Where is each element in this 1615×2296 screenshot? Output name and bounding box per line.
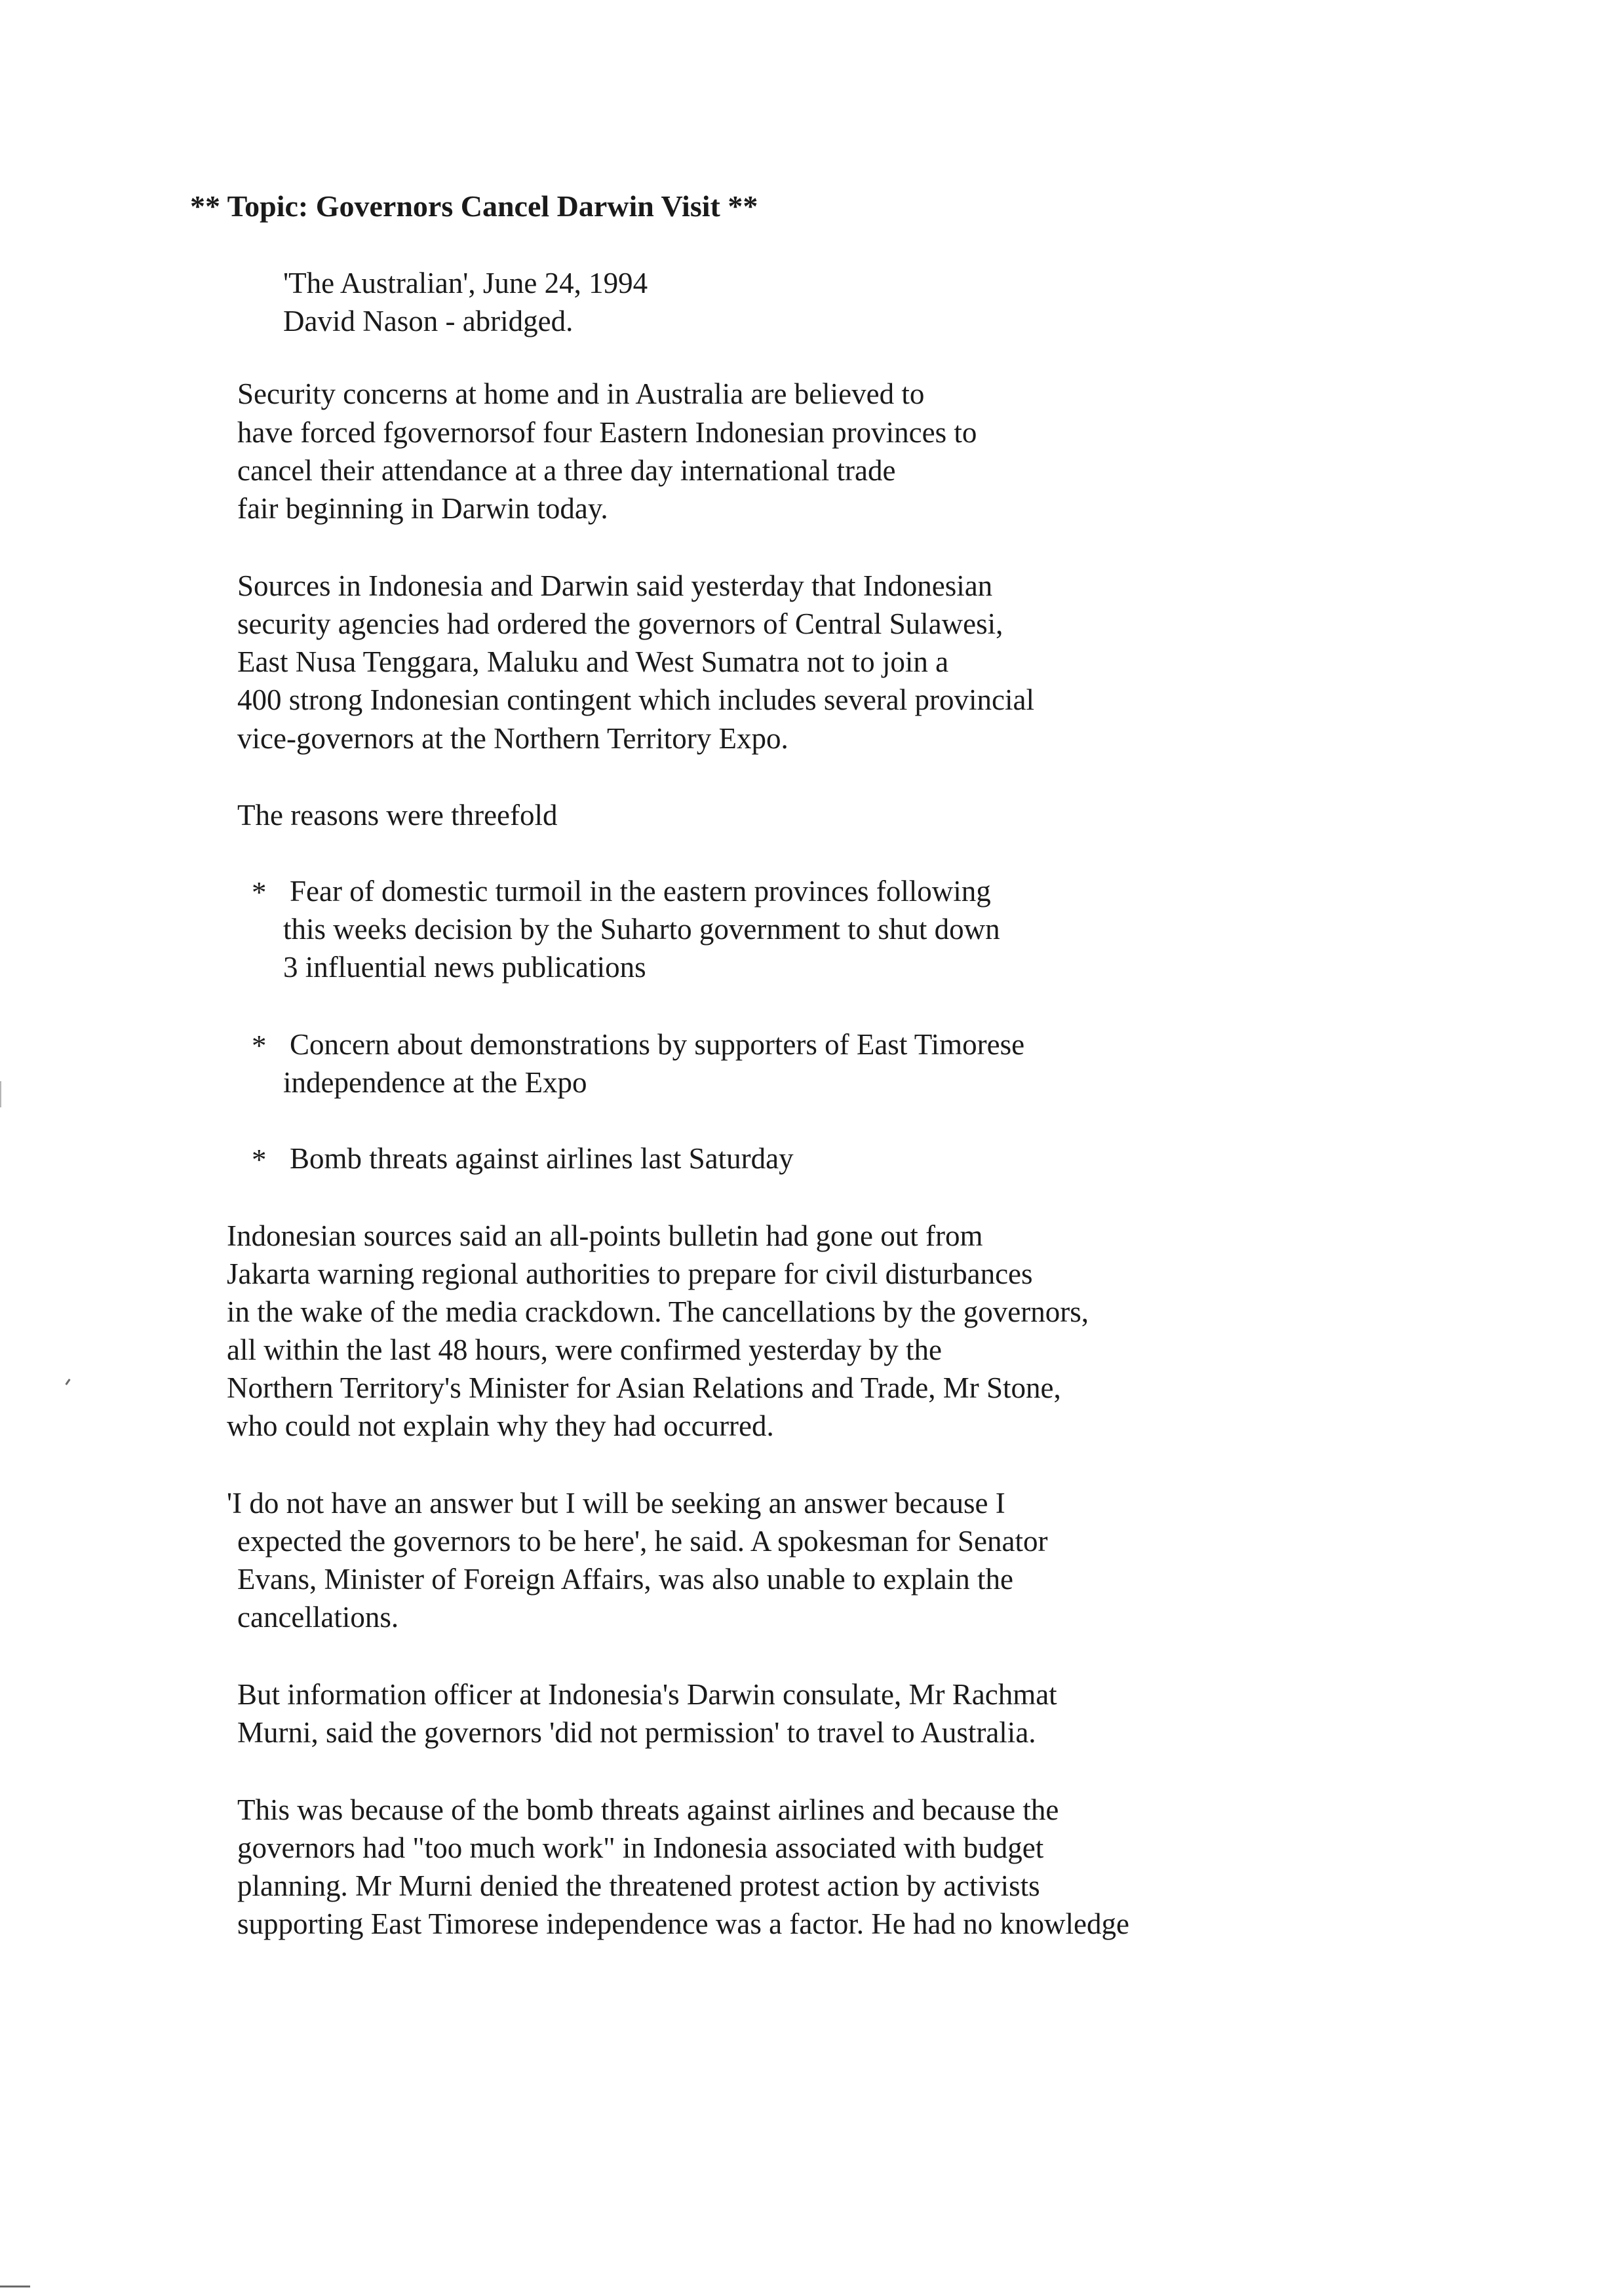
bullet-marker: * bbox=[252, 1029, 267, 1062]
paragraph-line: security agencies had ordered the governors of Central Sulawesi, bbox=[237, 607, 1003, 640]
bullet-line: 3 influential news publications bbox=[283, 951, 646, 984]
paragraph-line: expected the governors to be here', he said. A spokesman for Senator bbox=[237, 1525, 1048, 1558]
source-publication: 'The Australian', June 24, 1994 bbox=[283, 267, 648, 299]
paragraph-line: Security concerns at home and in Australia are believed to bbox=[237, 377, 925, 410]
bullet-line: this weeks decision by the Suharto government to shut down bbox=[283, 913, 1000, 946]
paragraph-line: cancel their attendance at a three day international trade bbox=[237, 454, 896, 487]
source-author: David Nason - abridged. bbox=[283, 305, 574, 337]
paragraph-line: fair beginning in Darwin today. bbox=[237, 492, 608, 525]
bullet-marker: * bbox=[252, 876, 267, 909]
paragraph-line: Jakarta warning regional authorities to prepare for civil disturbances bbox=[227, 1257, 1033, 1290]
paragraph-line: Evans, Minister of Foreign Affairs, was also unable to explain the bbox=[237, 1563, 1013, 1596]
paragraph-line: have forced fgovernorsof four Eastern Indonesian provinces to bbox=[237, 416, 977, 449]
paragraph-line: supporting East Timorese independence was a factor. He had no knowledge bbox=[237, 1907, 1129, 1940]
paragraph-line: The reasons were threefold bbox=[237, 799, 558, 832]
scan-speck bbox=[65, 1379, 70, 1385]
paragraph-line: Sources in Indonesia and Darwin said yesterday that Indonesian bbox=[237, 569, 993, 602]
scan-edge-mark bbox=[0, 2286, 30, 2287]
bullet-line: Bomb threats against airlines last Saturday bbox=[290, 1142, 794, 1175]
page-title: ** Topic: Governors Cancel Darwin Visit ** bbox=[190, 189, 758, 223]
paragraph-line: Murni, said the governors 'did not permission' to travel to Australia. bbox=[237, 1716, 1036, 1749]
paragraph-line: 400 strong Indonesian contingent which includes several provincial bbox=[237, 683, 1034, 716]
paragraph-line: who could not explain why they had occurred. bbox=[227, 1409, 774, 1442]
paragraph-line: This was because of the bomb threats against airlines and because the bbox=[237, 1793, 1059, 1826]
paragraph-line: all within the last 48 hours, were confirmed yesterday by the bbox=[227, 1333, 942, 1366]
paragraph-line: East Nusa Tenggara, Maluku and West Sumatra not to join a bbox=[237, 645, 949, 678]
paragraph-line: cancellations. bbox=[237, 1601, 399, 1634]
bullet-line: independence at the Expo bbox=[283, 1066, 587, 1099]
paragraph-line: vice-governors at the Northern Territory Expo. bbox=[237, 722, 788, 755]
paragraph-line: 'I do not have an answer but I will be seeking an answer because I bbox=[227, 1487, 1005, 1520]
paragraph-line: governors had "too much work" in Indonesia associated with budget bbox=[237, 1831, 1044, 1864]
paragraph-line: in the wake of the media crackdown. The cancellations by the governors, bbox=[227, 1295, 1089, 1328]
bullet-marker: * bbox=[252, 1143, 267, 1176]
bullet-line: Fear of domestic turmoil in the eastern provinces following bbox=[290, 875, 991, 908]
paragraph-line: planning. Mr Murni denied the threatened protest action by activists bbox=[237, 1869, 1040, 1902]
paragraph-line: But information officer at Indonesia's Darwin consulate, Mr Rachmat bbox=[237, 1678, 1057, 1711]
paragraph-line: Indonesian sources said an all-points bulletin had gone out from bbox=[227, 1219, 983, 1252]
bullet-line: Concern about demonstrations by supporters of East Timorese bbox=[290, 1028, 1025, 1061]
scan-edge-mark bbox=[0, 1081, 1, 1107]
paragraph-line: Northern Territory's Minister for Asian Relations and Trade, Mr Stone, bbox=[227, 1371, 1061, 1404]
